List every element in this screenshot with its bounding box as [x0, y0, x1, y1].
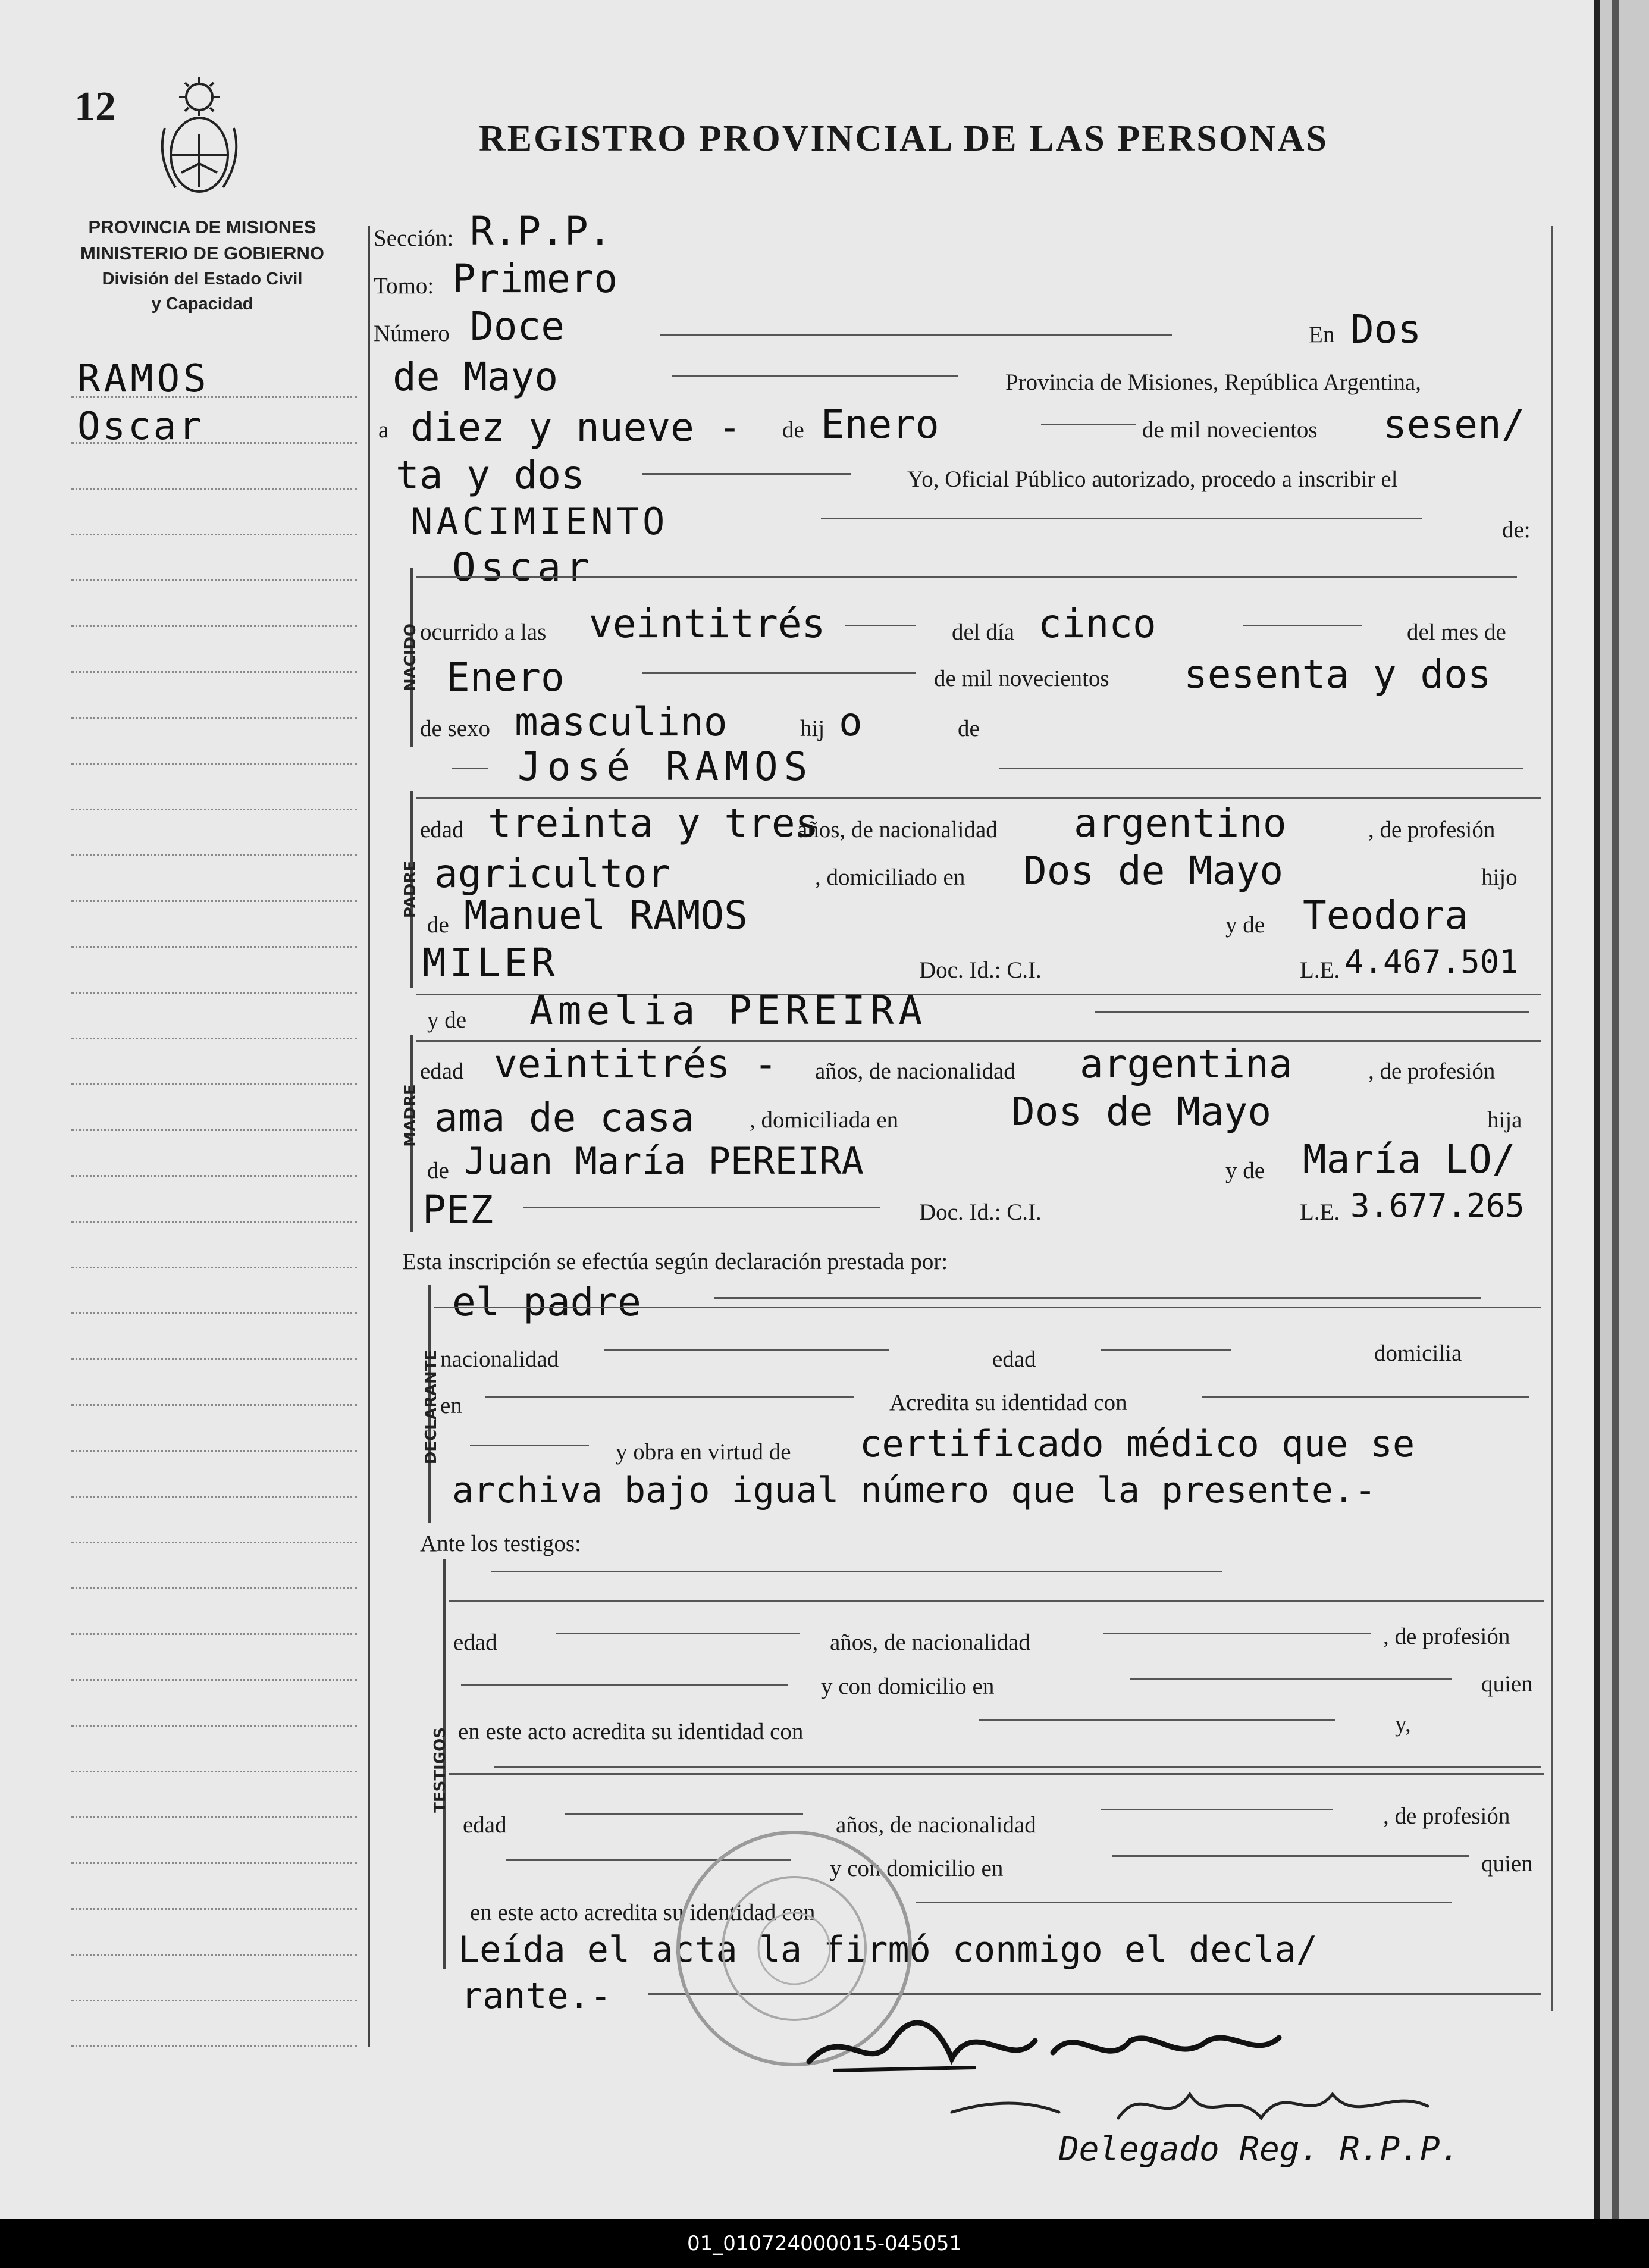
a-label: a — [378, 417, 389, 443]
madre-madre-value-2: PEZ — [422, 1187, 494, 1233]
numero-label: Número — [374, 321, 450, 346]
testigo2-edad-label: edad — [463, 1812, 507, 1838]
madre-de-label: de — [427, 1158, 449, 1183]
hora-value: veintitrés — [589, 601, 826, 647]
madre-section-label: MADRE — [402, 1084, 419, 1147]
yo-label: Yo, Oficial Público autorizado, procedo a inscribir el — [907, 466, 1398, 492]
padre-dom-value: Dos de Mayo — [1023, 848, 1284, 894]
padre-de-label: de — [427, 912, 449, 938]
book-spine — [1600, 0, 1649, 2219]
padre-le-value: 4.467.501 — [1344, 943, 1519, 980]
de-mil-nac-label: de mil novecientos — [934, 666, 1109, 691]
mes-value: Enero — [821, 402, 939, 447]
de-mil-label: de mil novecientos — [1142, 417, 1318, 443]
obra-value-1: certificado médico que se — [860, 1422, 1415, 1465]
testigos-section-label: TESTIGOS — [431, 1727, 449, 1813]
obra-label: y obra en virtud de — [616, 1439, 791, 1465]
madre-yde2-label: y de — [1225, 1158, 1265, 1183]
seccion-label: Sección: — [374, 225, 454, 251]
tomo-label: Tomo: — [374, 273, 434, 299]
del-mes-label: del mes de — [1407, 619, 1506, 645]
madre-docid-label: Doc. Id.: C.I. — [919, 1199, 1042, 1225]
testigo2-dom-label: y con domicilio en — [830, 1856, 1004, 1881]
en-label: En — [1309, 322, 1335, 347]
mes-nac-value: Enero — [446, 654, 565, 700]
delegado-signature: Delegado Reg. R.P.P. — [1059, 2130, 1460, 2169]
sexo-label: de sexo — [420, 716, 491, 741]
division-name: División del Estado Civil — [102, 270, 303, 289]
declarante-edad-label: edad — [992, 1346, 1036, 1372]
en-value: Dos — [1350, 306, 1422, 352]
madre-yde-label: y de — [427, 1007, 467, 1033]
madre-edad-label: edad — [420, 1058, 464, 1084]
testigo2-nac-label: años, de nacionalidad — [836, 1812, 1036, 1838]
padre-prof-label: , de profesión — [1368, 817, 1496, 842]
anio-value-1: sesen/ — [1383, 402, 1525, 447]
inscripcion-label: Esta inscripción se efectúa según declaración prestada por: — [402, 1249, 948, 1274]
padre-hijo-label: hijo — [1481, 864, 1518, 890]
padre-madre-value-2: MILER — [422, 940, 559, 986]
coat-of-arms-emblem — [152, 74, 247, 202]
obra-value-2: archiva bajo igual número que la presente.- — [452, 1470, 1377, 1511]
testigo1-dom-label: y con domicilio en — [821, 1674, 995, 1699]
declarante-domicilia-label: domicilia — [1374, 1340, 1462, 1366]
sexo-value: masculino — [515, 699, 728, 745]
padre-yde-label: y de — [1225, 912, 1265, 938]
lugar-value: de Mayo — [393, 354, 559, 400]
dia-nac-value: cinco — [1038, 601, 1156, 647]
padre-dom-label: , domiciliado en — [815, 864, 965, 890]
province-name: PROVINCIA DE MISIONES — [88, 217, 316, 237]
tomo-value: Primero — [452, 256, 618, 302]
de-padre-label: de — [958, 716, 980, 741]
padre-madre-value-1: Teodora — [1303, 892, 1469, 938]
madre-padre-value: Juan María PEREIRA — [464, 1139, 864, 1183]
page-number: 12 — [74, 84, 116, 130]
madre-madre-value-1: María LO/ — [1303, 1136, 1516, 1182]
acredita-label: Acredita su identidad con — [889, 1390, 1127, 1415]
testigo1-nac-label: años, de nacionalidad — [830, 1630, 1030, 1655]
madre-nac-value: argentina — [1080, 1041, 1293, 1087]
padre-edad-value: treinta y tres — [488, 800, 819, 846]
declarante-en-label: en — [440, 1393, 462, 1418]
madre-hija-label: hija — [1487, 1107, 1522, 1133]
testigo1-y-label: y, — [1395, 1711, 1411, 1737]
anio-nac-value: sesenta y dos — [1184, 651, 1491, 697]
seccion-value: R.P.P. — [470, 208, 612, 254]
margin-surname: RAMOS — [77, 357, 210, 401]
nombre-value: Oscar — [452, 544, 594, 590]
testigo1-edad-label: edad — [453, 1630, 497, 1655]
del-dia-label: del día — [952, 619, 1015, 645]
division-name-2: y Capacidad — [151, 295, 253, 314]
madre-le-value: 3.677.265 — [1350, 1187, 1525, 1224]
testigo1-prof-label: , de profesión — [1383, 1624, 1510, 1649]
dia-value: diez y nueve - — [410, 405, 742, 450]
madre-prof-label: , de profesión — [1368, 1058, 1496, 1084]
padre-section-label: PADRE — [402, 860, 419, 919]
madre-edad-value: veintitrés - — [494, 1041, 778, 1087]
madre-le-label: L.E. — [1300, 1199, 1340, 1225]
provincia-label: Provincia de Misiones, República Argentina, — [1005, 369, 1421, 395]
madre-dom-label: , domiciliada en — [750, 1107, 899, 1133]
madre-nombre-value: Amelia PEREIRA — [529, 988, 927, 1033]
padre-edad-label: edad — [420, 817, 464, 842]
declarante-nac-label: nacionalidad — [440, 1346, 559, 1372]
hij-value: o — [839, 699, 863, 745]
padre-nac-label: años, de nacionalidad — [797, 817, 998, 842]
padre-nombre-value: José RAMOS — [518, 744, 814, 790]
padre-le-label: L.E. — [1300, 957, 1340, 983]
madre-nac-label: años, de nacionalidad — [815, 1058, 1015, 1084]
testigo1-acredita-label: en este acto acredita su identidad con — [458, 1719, 804, 1744]
de-label: de — [782, 417, 804, 443]
margin-given-name: Oscar — [77, 405, 204, 449]
testigo2-acredita-label: en este acto acredita su identidad con — [470, 1900, 816, 1925]
declarante-value: el padre — [452, 1279, 641, 1325]
nacido-section-label: NACIDO — [402, 623, 419, 692]
hij-label: hij — [800, 716, 825, 741]
testigo2-prof-label: , de profesión — [1383, 1803, 1510, 1829]
padre-nac-value: argentino — [1074, 800, 1287, 846]
ocurrido-label: ocurrido a las — [420, 619, 547, 645]
cierre-line-1: Leída el acta la firmó conmigo el decla/ — [458, 1929, 1318, 1971]
ante-testigos-label: Ante los testigos: — [420, 1531, 581, 1556]
numero-value: Doce — [470, 303, 565, 349]
issuing-authority — [65, 214, 339, 317]
image-footer-label: 01_010724000015-045051 — [0, 2219, 1649, 2268]
ministry-name: MINISTERIO DE GOBIERNO — [80, 243, 324, 264]
declarante-section-label: DECLARANTE — [422, 1349, 440, 1465]
testigo1-quien-label: quien — [1481, 1671, 1533, 1697]
tipo-acta-value: NACIMIENTO — [410, 500, 669, 543]
document-title: REGISTRO PROVINCIAL DE LAS PERSONAS — [479, 118, 1328, 159]
madre-dom-value: Dos de Mayo — [1011, 1089, 1272, 1135]
padre-docid-label: Doc. Id.: C.I. — [919, 957, 1042, 983]
cierre-line-2: rante.- — [461, 1975, 612, 2017]
padre-prof-value: agricultor — [434, 851, 671, 897]
testigo2-quien-label: quien — [1481, 1851, 1533, 1877]
madre-prof-value: ama de casa — [434, 1095, 695, 1141]
de-colon-label: de: — [1502, 517, 1531, 543]
padre-padre-value: Manuel RAMOS — [464, 892, 748, 938]
anio-value-2: ta y dos — [396, 452, 585, 498]
